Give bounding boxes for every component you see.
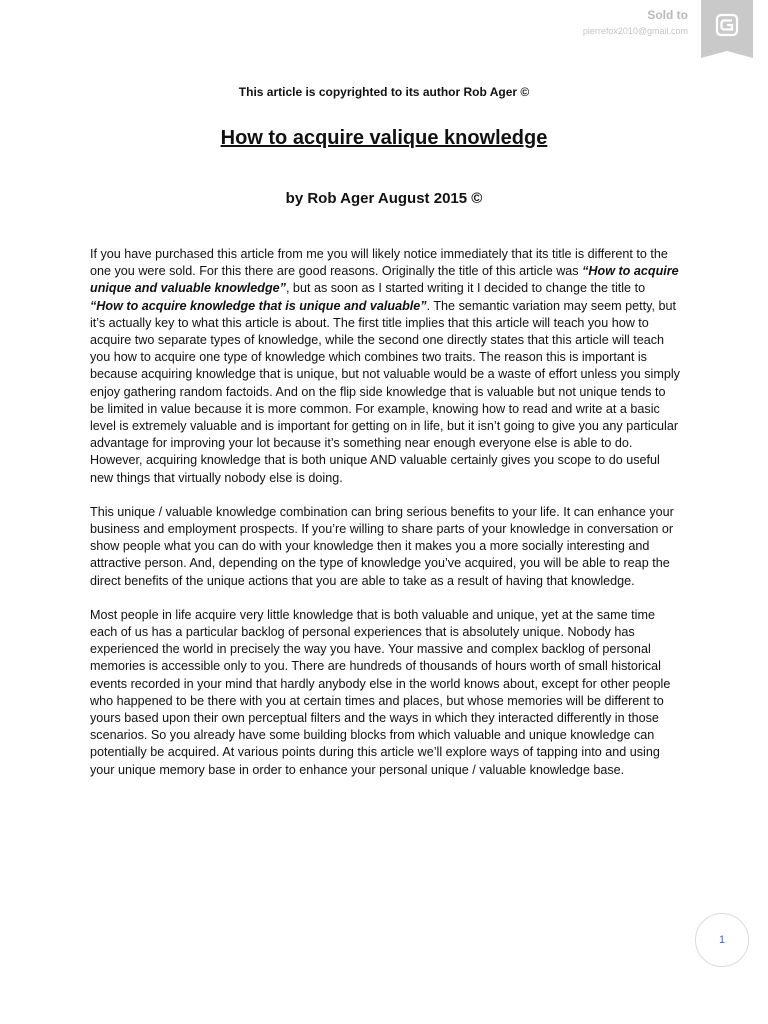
article-body [90, 246, 680, 796]
scribd-logo-icon [715, 13, 739, 37]
paragraph-1-text-c: , but as soon as I started writing it I decided to change the title to [285, 281, 646, 296]
paragraph-3: Most people in life acquire very little knowledge that is both valuable and unique, yet at the same time each of us has a particular backlog of personal experiences that is absolutely unique. Nobody has experienced the world in precisely the way you have. Your massive and complex backlog of personal memories is accessible only to you. There are hundreds of thousands of hours worth of small historical events recorded in your mind that hardly anybody else in the world knows about, except for other people who happened to be there with you at certain times and places, but whose memories will be different to yours based upon their own perceptual filters and the ways in which they interacted differently in those scenarios. So you already have some building blocks from which valuable and unique knowledge can potentially be acquired. At various points during this article we’ll explore ways of tapping into and using your unique memory base in order to enhance your personal unique / valuable knowledge base. [90, 607, 671, 777]
article-byline: by Rob Ager August 2015 © [285, 190, 483, 207]
paragraph-1-text-e: . The semantic variation may seem petty, but it’s actually key to what this article is about. The first title implies that this article will teach you how to acquire two separate types of knowledge, while the second one directly states that this article will teach you how to acquire one type of knowledge which combines two traits. The reason this is important is because acquiring knowledge that is unique, but not valuable would be a waste of effort unless you simply enjoy gathering random factoids. And on the flip side knowledge that is valuable but not unique tends to be limited in value because it is more common. For example, knowing how to read and write at a basic level is extremely valuable and is important for getting on in life, but it isn’t going to give you any particular advantage for improving your lot because it’s something near enough everyone else is able to do. However, acquiring knowledge that is both unique AND valuable certainly gives you scope to do useful new things that virtually nobody else is doing. [90, 298, 680, 485]
buyer-email: pierrefox2010@gmail.com [582, 26, 688, 36]
original-title-quote: “How to acquire unique and valuable knowledge” [90, 264, 679, 296]
page-number-indicator[interactable]: 1 [695, 913, 749, 967]
sold-to-label: Sold to [647, 8, 688, 22]
paragraph-2: This unique / valuable knowledge combination can bring serious benefits to your life. It can enhance your business and employment prospects. If you’re willing to share parts of your knowledge in conversation or show people what you can do with your knowledge then it makes you a more socially interesting and attractive person. And, depending on the type of knowledge you’ve acquired, you will be able to reap the direct benefits of the unique actions that you are able to take as a result of having that knowledge. [90, 504, 674, 588]
article-title: How to acquire valique knowledge [220, 127, 548, 149]
copyright-notice: This article is copyrighted to its author Rob Ager © [238, 85, 530, 99]
scribd-badge [701, 0, 753, 58]
new-title-quote: “How to acquire knowledge that is unique and valuable” [90, 298, 427, 313]
paragraph-1-text-a: If you have purchased this article from me you will likely notice immediately that its title is different to the one you were sold. For this there are good reasons. Originally the title of this article was [90, 247, 668, 279]
sold-to-block [583, 8, 688, 36]
paragraph-1 [90, 246, 680, 487]
